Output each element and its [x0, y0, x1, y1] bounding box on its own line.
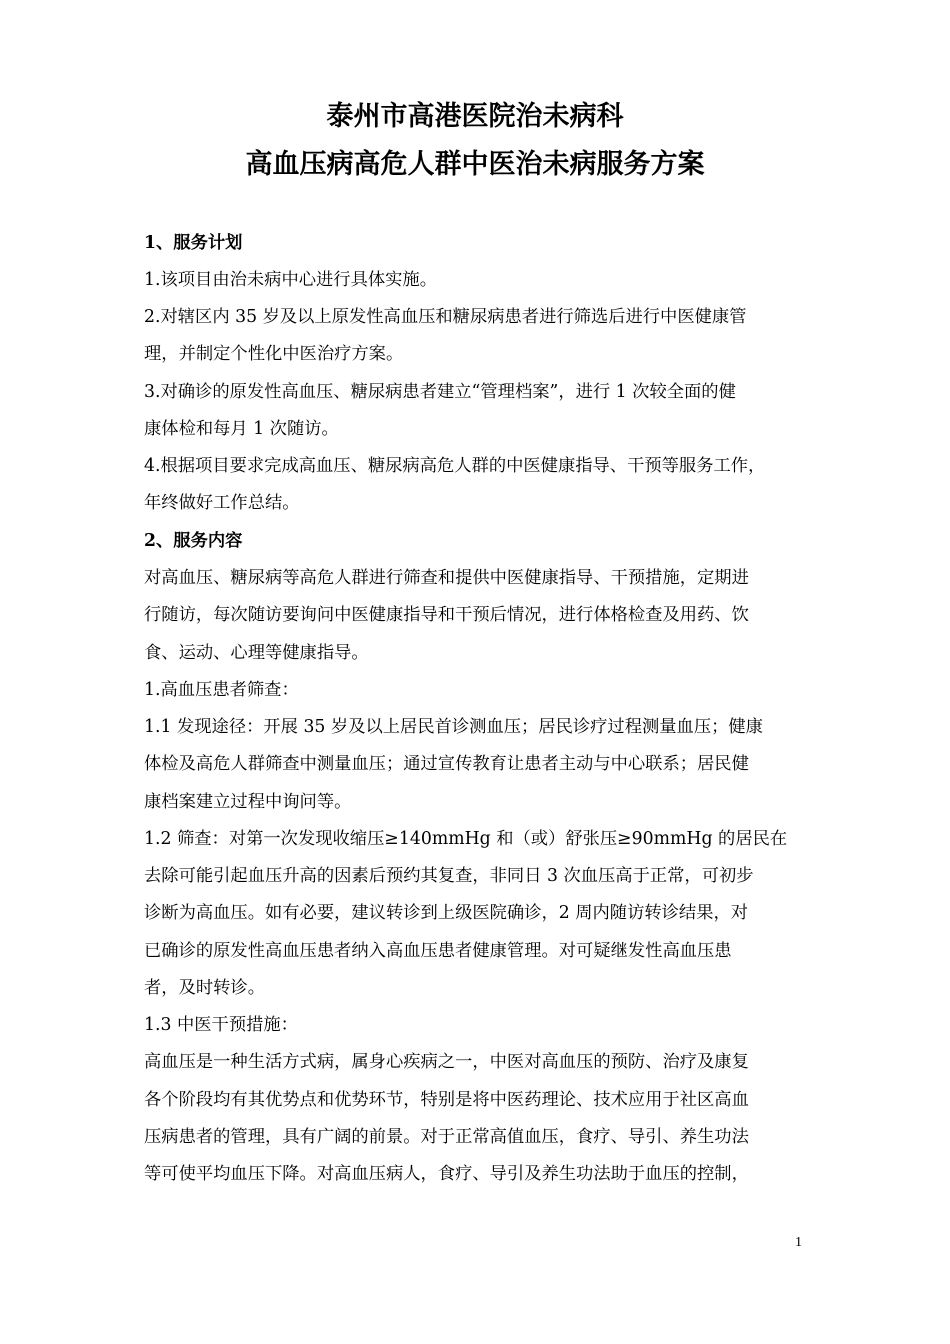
text-line: 等可使平均血压下降。对高血压病人，食疗、导引及养生功法助于血压的控制，	[144, 1164, 749, 1184]
text-line: 1.高血压患者筛查：	[144, 680, 299, 700]
text-line: 1.3 中医干预措施：	[144, 1015, 298, 1035]
text-line: 康档案建立过程中询问等。	[144, 792, 352, 812]
text-line: 者，及时转诊。	[144, 978, 265, 998]
text-line: 已确诊的原发性高血压患者纳入高血压患者健康管理。对可疑继发性高血压患	[144, 941, 732, 961]
text-line: 食、运动、心理等健康指导。	[144, 643, 369, 663]
text-line: 3.对确诊的原发性高血压、糖尿病患者建立“管理档案”，进行 1 次较全面的健	[144, 382, 736, 402]
text-line: 去除可能引起血压升高的因素后预约其复查，非同日 3 次血压高于正常，可初步	[144, 866, 754, 886]
text-line: 年终做好工作总结。	[144, 493, 300, 513]
text-line: 1.该项目由治未病中心进行具体实施。	[144, 270, 437, 290]
document-title-hospital: 泰州市高港医院治未病科	[326, 101, 624, 132]
text-line: 对高血压、糖尿病等高危人群进行筛查和提供中医健康指导、干预措施，定期进	[144, 568, 749, 588]
text-line: 4.根据项目要求完成高血压、糖尿病高危人群的中医健康指导、干预等服务工作，	[144, 456, 766, 476]
text-line: 诊断为高血压。如有必要，建议转诊到上级医院确诊，2 周内随访转诊结果，对	[144, 903, 749, 923]
text-line: 体检及高危人群筛查中测量血压；通过宣传教育让患者主动与中心联系；居民健	[144, 754, 749, 774]
page-number: 1	[795, 1235, 802, 1250]
text-line: 行随访，每次随访要询问中医健康指导和干预后情况，进行体格检查及用药、饮	[144, 605, 749, 625]
text-line: 1.2 筛查：对第一次发现收缩压≥140mmHg 和（或）舒张压≥90mmHg 的居民在	[144, 829, 788, 849]
text-line: 各个阶段均有其优势点和优势环节，特别是将中医药理论、技术应用于社区高血	[144, 1090, 749, 1110]
text-line: 1.1 发现途径：开展 35 岁及以上居民首诊测血压；居民诊疗过程测量血压；健康	[144, 717, 763, 737]
section-heading-service-plan: 1、服务计划	[144, 233, 243, 253]
text-line: 高血压是一种生活方式病，属身心疾病之一，中医对高血压的预防、治疗及康复	[144, 1052, 749, 1072]
section-heading-service-content: 2、服务内容	[144, 531, 243, 551]
document-title-plan: 高血压病高危人群中医治未病服务方案	[245, 149, 705, 180]
text-line: 压病患者的管理，具有广阔的前景。对于正常高值血压，食疗、导引、养生功法	[144, 1127, 749, 1147]
text-line: 2.对辖区内 35 岁及以上原发性高血压和糖尿病患者进行筛选后进行中医健康管	[144, 307, 747, 327]
text-line: 康体检和每月 1 次随访。	[144, 419, 339, 439]
text-line: 理，并制定个性化中医治疗方案。	[144, 344, 404, 364]
